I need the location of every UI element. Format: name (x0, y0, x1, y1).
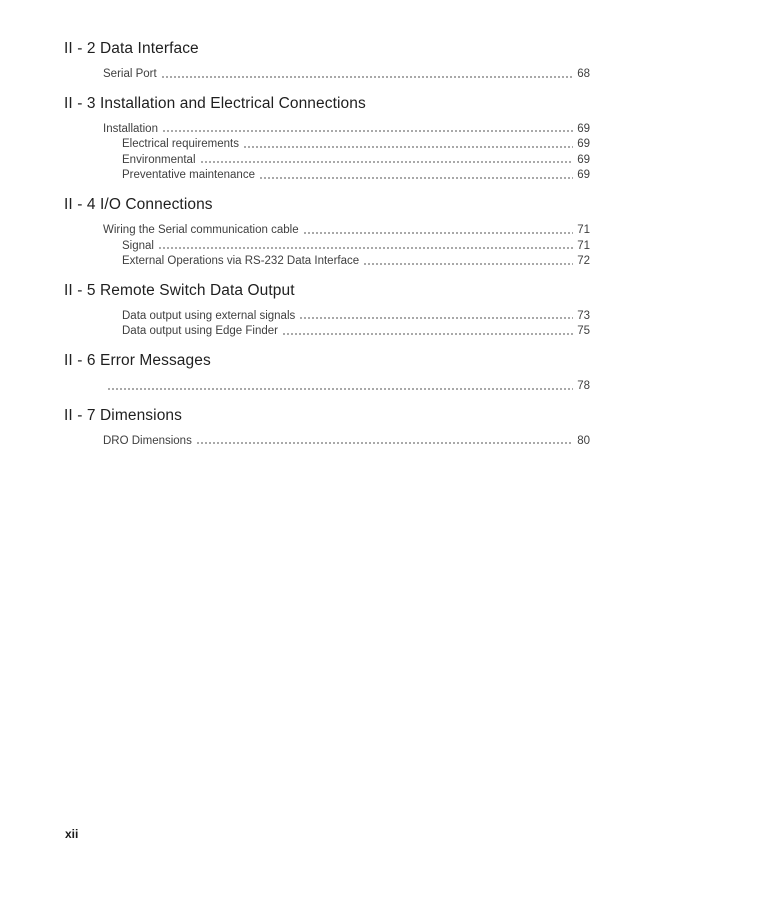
entry-label: DRO Dimensions (103, 434, 192, 447)
entry-label: Signal (122, 239, 154, 252)
toc (64, 38, 590, 459)
toc-entry (64, 153, 590, 169)
toc-section (64, 350, 590, 395)
dot-leader-icon (243, 139, 573, 151)
dot-leader-icon (158, 240, 573, 252)
toc-section (64, 280, 590, 340)
dot-leader-icon (299, 310, 573, 322)
dot-leader-icon (363, 256, 573, 268)
dot-leader-icon (200, 154, 573, 166)
entry-page-number: 75 (577, 325, 590, 338)
dot-leader-icon (107, 381, 573, 393)
entry-label: Data output using Edge Finder (122, 325, 278, 338)
section-entries (64, 309, 590, 340)
dot-leader-icon (282, 326, 573, 338)
entry-page-number: 71 (577, 239, 590, 252)
toc-entry (64, 239, 590, 255)
toc-section (64, 194, 590, 270)
section-heading: II - 5 Remote Switch Data Output (64, 281, 295, 299)
section-heading: II - 2 Data Interface (64, 40, 199, 57)
entry-label: External Operations via RS-232 Data Interface (122, 255, 360, 268)
entry-label: Preventative maintenance (122, 169, 255, 182)
section-entries (64, 223, 590, 270)
section-heading: II - 4 I/O Connections (64, 195, 213, 213)
dot-leader-icon (162, 123, 573, 135)
section-heading: II - 7 Dimensions (64, 406, 182, 424)
toc-entry (64, 137, 590, 153)
section-entries (64, 379, 590, 395)
entry-label: Environmental (122, 153, 196, 166)
entry-page-number: 72 (577, 255, 590, 268)
toc-entry (64, 309, 590, 325)
toc-entry (64, 223, 590, 239)
entry-label: Wiring the Serial communication cable (103, 223, 299, 236)
section-entries (64, 122, 590, 184)
entry-label: Data output using external signals (122, 309, 296, 322)
section-heading: II - 6 Error Messages (64, 351, 211, 369)
toc-entry (64, 254, 590, 270)
section-heading: II - 3 Installation and Electrical Connections (64, 94, 366, 112)
entry-label: Serial Port (103, 68, 157, 80)
toc-entry (64, 67, 590, 83)
dot-leader-icon (196, 435, 573, 447)
dot-leader-icon (259, 170, 573, 182)
toc-entry (64, 434, 590, 450)
entry-page-number: 68 (577, 68, 590, 80)
entry-page-number: 69 (577, 122, 590, 135)
entry-page-number: 69 (577, 169, 590, 182)
entry-page-number: 80 (577, 434, 590, 447)
page-footer-number: xii (65, 827, 79, 841)
entry-page-number: 71 (577, 223, 590, 236)
toc-section (64, 38, 590, 83)
toc-entry (64, 324, 590, 340)
dot-leader-icon (161, 69, 573, 81)
toc-entry (64, 168, 590, 184)
dot-leader-icon (303, 225, 573, 237)
entry-label: Installation (103, 122, 158, 135)
toc-entry (64, 122, 590, 138)
entry-page-number: 69 (577, 138, 590, 151)
entry-page-number: 78 (577, 379, 590, 392)
entry-page-number: 73 (577, 309, 590, 322)
entry-page-number: 69 (577, 153, 590, 166)
toc-section (64, 93, 590, 184)
toc-entry (64, 379, 590, 395)
toc-section (64, 405, 590, 450)
section-entries (64, 67, 590, 83)
entry-label: Electrical requirements (122, 138, 239, 151)
section-entries (64, 434, 590, 450)
